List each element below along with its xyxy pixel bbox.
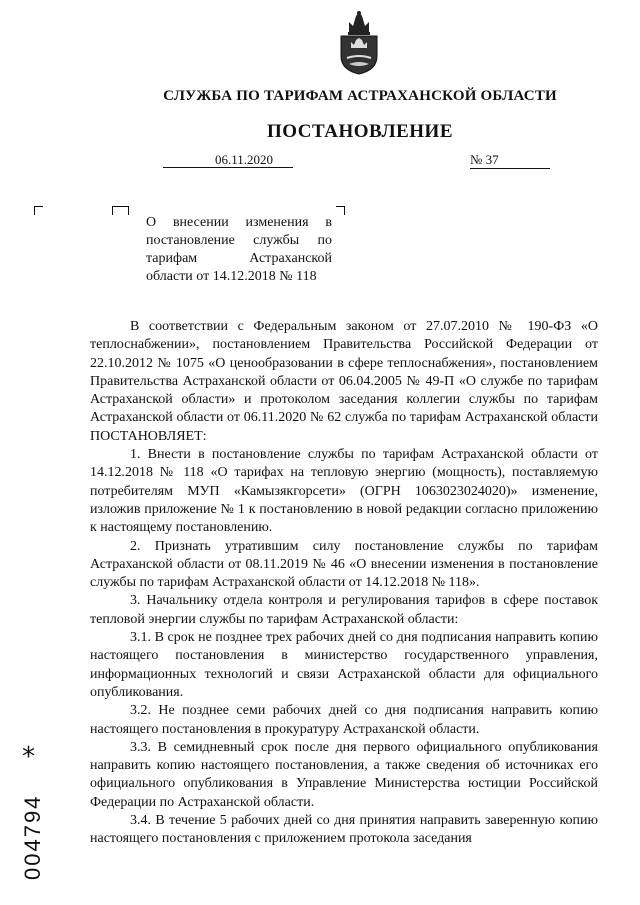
clause-2: 2. Признать утратившим силу постановление службы по тарифам Астраханской области от 08.11.2019 № 46 «О внесении изменения в постановление службы по тарифам Астраханской области от 14.12.2018 № 118». — [90, 538, 598, 591]
document-type-title: ПОСТАНОВЛЕНИЕ — [266, 121, 454, 142]
preamble-paragraph: В соответствии с Федеральным законом от 27.07.2010 № 190-ФЗ «О теплоснабжении», постановлением Правительства Российской Федерации от 22.10.2012 № 1075 «О ценообразовании в сфере теплоснабжения», постановлением Правительства Астраханской области от 06.04.2005 № 49-П «О службе по тарифам Астраханской области» и протоколом заседания коллегии службы по тарифам Астраханской области от 06.11.2020 № 62 служба по тарифам Астраханской области ПОСТАНОВЛЯЕТ: — [90, 319, 598, 444]
corner-mark-subject-left-2 — [120, 206, 129, 215]
clause-3-4: 3.4. В течение 5 рабочих дней со дня принятия направить заверенную копию настоящего постановления с приложением протокола заседания — [90, 813, 598, 847]
document-date: 06.11.2020 — [163, 152, 293, 168]
organization-name: СЛУЖБА ПО ТАРИФАМ АСТРАХАНСКОЙ ОБЛАСТИ — [163, 88, 557, 104]
document-subject: О внесении изменения в постановление службы по тарифам Астраханской области от 14.12.2018 № 118 — [146, 215, 332, 284]
clause-3-1: 3.1. В срок не позднее трех рабочих дней со дня подписания направить копию настоящего постановления в министерство государственного управления, информационных технологий и связи Астраханской области для официального опубликования. — [90, 630, 598, 700]
serial-number-stamp: 004794 — [20, 794, 45, 880]
asterisk-mark: * — [22, 742, 35, 772]
corner-mark-top-left — [34, 206, 43, 215]
document-number: № 37 — [470, 152, 550, 169]
clause-3-3: 3.3. В семидневный срок после дня первого официального опубликования направить копию настоящего постановления, а также сведения об источниках его официального опубликования в Управление Министерства юстиции Российской Федерации по Астраханской области. — [90, 739, 598, 810]
corner-mark-subject-right — [336, 206, 345, 215]
coat-of-arms-emblem — [331, 10, 387, 76]
clause-3-2: 3.2. Не позднее семи рабочих дней со дня подписания направить копию настоящего постановления в прокуратуру Астраханской области. — [90, 703, 598, 737]
clause-1: 1. Внести в постановление службы по тарифам Астраханской области от 14.12.2018 № 118 «О тарифах на тепловую энергию (мощность), поставляемую потребителям МУП «Камызякгорсети» (ОГРН 1063023024020)» изменение, изложив приложение № 1 к постановлению в новой редакции согласно приложению к настоящему постановлению. — [90, 447, 598, 536]
document-body — [90, 318, 598, 849]
clause-3: 3. Начальнику отдела контроля и регулирования тарифов в сфере поставок тепловой энергии службы по тарифам Астраханской области: — [90, 593, 598, 627]
